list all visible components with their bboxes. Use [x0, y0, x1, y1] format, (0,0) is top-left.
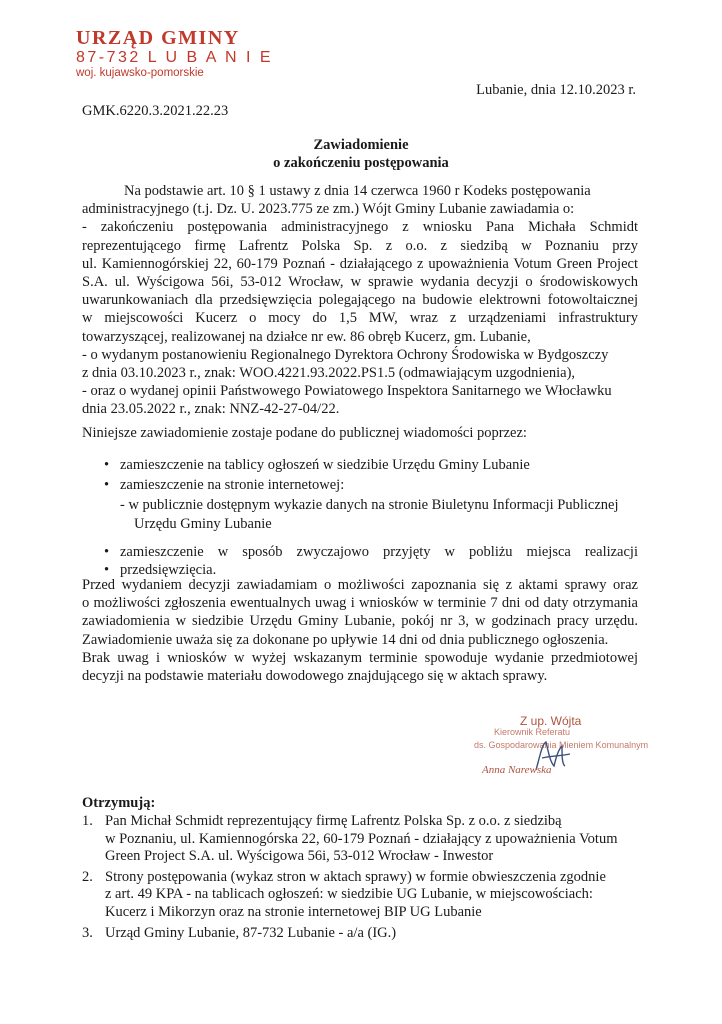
recipients-list [82, 813, 642, 943]
list-item [104, 456, 638, 474]
bullet-text: zamieszczenie w sposób zwyczajowo przyjęty w pobliżu miejsca realizacji [120, 543, 638, 560]
list-item [82, 925, 642, 943]
para1-line: S.A. ul. Wyścigowa 56i, 53-012 Wrocław, w sprawie wydania decyzji o środowiskowych [82, 274, 638, 291]
publication-intro: Niniejsze zawiadomienie zostaje podane do publicznej wiadomości poprzez: [82, 425, 527, 441]
para1-line: administracyjnego (t.j. Dz. U. 2023.775 ze zm.) Wójt Gminy Lubanie zawiadamia o: [82, 201, 575, 218]
list-item [104, 476, 638, 494]
bullet-text: przedsięwzięcia. [120, 562, 217, 579]
item-line: z art. 49 KPA - na tablicach ogłoszeń: w siedzibie UG Lubanie, w miejscowościach: [105, 886, 593, 903]
para3-line: Zawiadomienie uważa się za dokonane po upływie 14 dni od dnia publicznego ogłoszenia. [82, 631, 609, 648]
publication-methods-list [104, 456, 638, 579]
item-line: Kucerz i Mikorzyn oraz na stronie internetowej BIP UG Lubanie [105, 903, 482, 920]
stamp-line-2: 87-732 L U B A N I E [76, 49, 274, 66]
title-line-1: Zawiadomienie [313, 137, 409, 153]
para3-line: decyzji na podstawie materiału dowodowego znajdującego się w aktach sprawy. [82, 668, 548, 685]
place-date: Lubanie, dnia 12.10.2023 r. [476, 82, 636, 98]
signature-position: Kierownik Referatu [494, 727, 571, 737]
para1-line: dnia 23.05.2022 r., znak: NNZ-42-27-04/22. [82, 401, 340, 418]
signature-stamp [474, 714, 654, 784]
office-stamp [76, 28, 273, 80]
para1-line: - oraz o wydanej opinii Państwowego Powiatowego Inspektora Sanitarnego we Włocławku [82, 383, 612, 400]
para3-line: zawiadomienia w siedzibie Urzędu Gminy Lubanie, pokój nr 3, w godzinach pracy urzędu. [82, 613, 638, 630]
para3-line: Przed wydaniem decyzji zawiadamiam o możliwości zapoznania się z aktami sprawy oraz [82, 577, 638, 593]
bullet-text: zamieszczenie na stronie internetowej: [120, 477, 345, 494]
stamp-line-1: URZĄD GMINY [76, 27, 240, 49]
main-paragraph [82, 182, 638, 419]
bullet-sub-line: Urzędu Gminy Lubanie [134, 515, 272, 532]
recipients-heading: Otrzymują: [82, 795, 156, 811]
para3-line: o możliwości zgłoszenia ewentualnych uwag i wniosków w terminie 7 dni od daty otrzymania [82, 595, 638, 612]
closing-paragraph [82, 576, 638, 685]
item-line: Urząd Gminy Lubanie, 87-732 Lubanie - a/a (IG.) [105, 924, 397, 941]
item-line: Pan Michał Schmidt reprezentujący firmę Lafrentz Polska Sp. z o.o. z siedzibą [105, 813, 562, 829]
signatory-name: Anna Narewska [482, 764, 552, 776]
para1-line: uwarunkowaniach dla przedsięwzięcia polegającego na budowie elektrowni fotowoltaicznej [82, 292, 638, 309]
bullet-sub-line: - w publicznie dostępnym wykazie danych na stronie Biuletynu Informacji Publicznej [120, 497, 619, 514]
list-item [82, 869, 642, 922]
list-item [104, 543, 638, 561]
item-line: Green Project S.A. ul. Wyścigowa 56i, 53-012 Wrocław - Inwestor [105, 848, 494, 865]
item-line: Strony postępowania (wykaz stron w aktach sprawy) w formie obwieszczenia zgodnie [105, 868, 606, 885]
para1-line: - o wydanym postanowieniu Regionalnego Dyrektora Ochrony Środowiska w Bydgoszczy [82, 346, 609, 363]
para1-line: w miejscowości Kucerz o mocy do 1,5 MW, wraz z urządzeniami infrastruktury [82, 310, 638, 327]
para1-line: towarzyszącej, realizowanej na działce nr ew. 86 obręb Kucerz, gm. Lubanie, [82, 328, 531, 345]
signature-department: ds. Gospodarowania Mieniem Komunalnym [474, 740, 649, 750]
bullet-text: zamieszczenie na tablicy ogłoszeń w siedzibie Urzędu Gminy Lubanie [120, 457, 530, 473]
para1-line: - zakończeniu postępowania administracyjnego z wniosku Pana Michała Schmidt [82, 219, 638, 236]
item-number: 3. [82, 924, 93, 941]
para3-line: Brak uwag i wniosków w wyżej wskazanym terminie spowoduje wydanie przedmiotowej [82, 649, 638, 666]
item-number: 1. [82, 813, 93, 829]
para1-line: z dnia 03.10.2023 r., znak: WOO.4221.93.2022.PS1.5 (odmawiającym uzgodnienia), [82, 365, 576, 382]
para1-line: reprezentującego firmę Lafrentz Polska Sp. z o.o. z siedzibą w Poznaniu przy [82, 237, 638, 254]
signature-authority: Z up. Wójta [520, 714, 582, 728]
reference-number: GMK.6220.3.2021.22.23 [82, 103, 229, 119]
para1-line: ul. Kamiennogórskiej 22, 60-179 Poznań - działającego z upoważnienia Votum Green Project [82, 255, 638, 272]
item-number: 2. [82, 868, 93, 885]
list-item [82, 813, 642, 866]
title-line-2: o zakończeniu postępowania [273, 155, 449, 171]
para1-line: Na podstawie art. 10 § 1 ustawy z dnia 14 czerwca 1960 r Kodeks postępowania [124, 183, 591, 199]
item-line: w Poznaniu, ul. Kamiennogórska 22, 60-179 Poznań - działający z upoważnienia Votum [105, 830, 618, 847]
document-title [0, 136, 722, 172]
stamp-line-3: woj. kujawsko-pomorskie [76, 67, 204, 79]
